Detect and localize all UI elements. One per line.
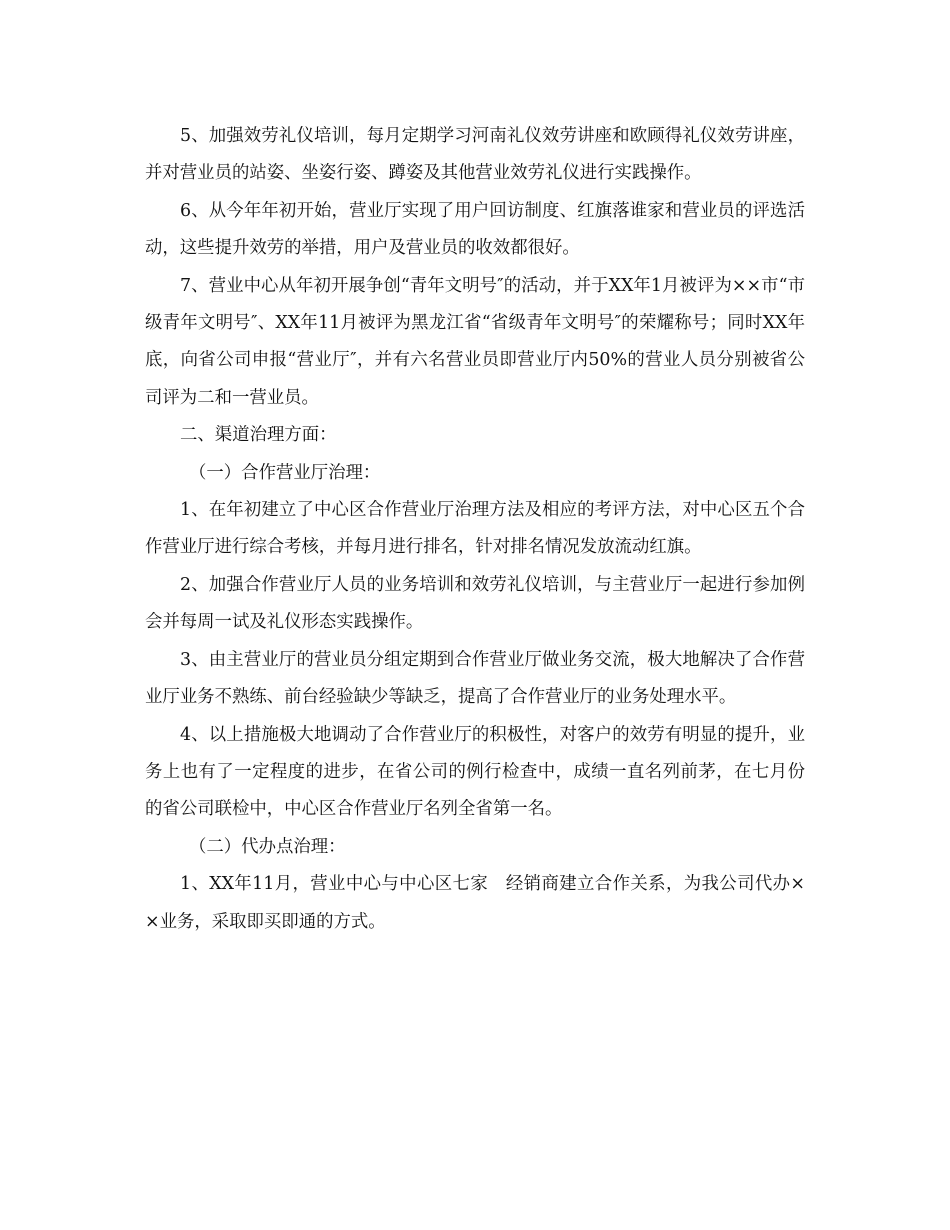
paragraph-partner-4: 4、以上措施极大地调动了合作营业厅的积极性，对客户的效劳有明显的提升，业务上也有了一定程度的进步，在省公司的例行检查中，成绩一直名列前茅，在七月份的省公司联检中，中心区合作营业厅名列全省第一名。 [145, 724, 805, 820]
paragraph-partner-1: 1、在年初建立了中心区合作营业厅治理方法及相应的考评方法，对中心区五个合作营业厅进行综合考核，并每月进行排名，针对排名情况发放流动红旗。 [145, 500, 805, 558]
paragraph-partner-3: 3、由主营业厅的营业员分组定期到合作营业厅做业务交流，极大地解决了合作营业厅业务不熟练、前台经验缺少等缺乏，提高了合作营业厅的业务处理水平。 [145, 649, 805, 708]
paragraph-item-6: 6、从今年年初开始，营业厅实现了用户回访制度、红旗落谁家和营业员的评选活动，这些提升效劳的举措，用户及营业员的收效都很好。 [145, 200, 805, 259]
paragraph-agent-1: 1、XX年11月，营业中心与中心区七家 经销商建立合作关系，为我公司代办××业务，采取即买即通的方式。 [145, 874, 805, 932]
section-heading-channel-management: 二、渠道治理方面： [180, 425, 337, 446]
paragraph-item-5: 5、加强效劳礼仪培训，每月定期学习河南礼仪效劳讲座和欧顾得礼仪效劳讲座，并对营业员的站姿、坐姿行姿、蹲姿及其他营业效劳礼仪进行实践操作。 [145, 126, 805, 184]
document-body [145, 118, 805, 941]
subsection-heading-agent-points: （二）代办点治理： [189, 836, 346, 857]
subsection-heading-partner-halls: （一）合作营业厅治理： [189, 462, 381, 483]
paragraph-partner-2: 2、加强合作营业厅人员的业务培训和效劳礼仪培训，与主营业厅一起进行参加例会并每周一试及礼仪形态实践操作。 [145, 574, 805, 633]
paragraph-item-7: 7、营业中心从年初开展争创“青年文明号″的活动，并于XX年1月被评为××市“市级青年文明号″、XX年11月被评为黑龙江省“省级青年文明号″的荣耀称号；同时XX年底，向省公司申报“营业厅″，并有六名营业员即营业厅内50%的营业人员分别被省公司评为二和一营业员。 [145, 275, 805, 408]
